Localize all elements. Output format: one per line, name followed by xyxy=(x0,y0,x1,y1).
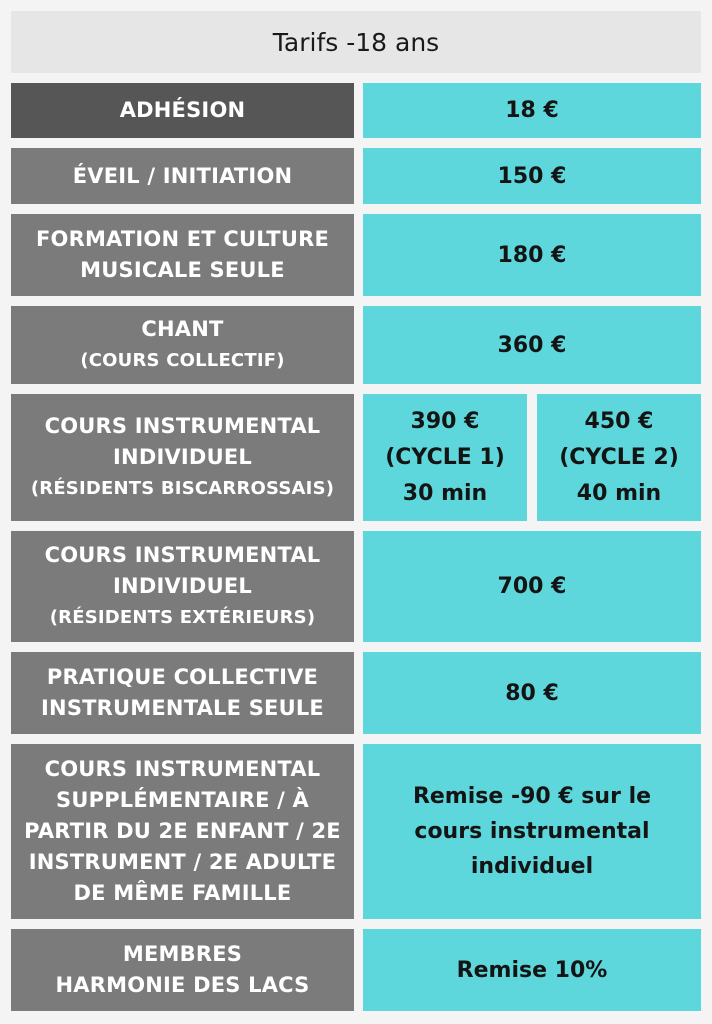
row-price-split xyxy=(363,394,701,521)
table-row xyxy=(11,306,701,384)
row-price xyxy=(363,83,701,138)
row-label-line: COURS INSTRUMENTAL xyxy=(44,414,321,438)
row-label-line: HARMONIE DES LACS xyxy=(55,973,310,997)
row-price xyxy=(363,531,701,642)
row-price xyxy=(363,306,701,384)
row-label-line: INSTRUMENT / 2E ADULTE xyxy=(28,850,337,874)
row-label xyxy=(11,394,354,521)
row-label-line: PRATIQUE COLLECTIVE xyxy=(46,665,319,689)
row-label-line: ADHÉSION xyxy=(119,98,246,122)
row-label xyxy=(11,652,354,734)
price-line: 18 € xyxy=(505,98,559,123)
row-label-line: INDIVIDUEL xyxy=(113,445,252,469)
row-price xyxy=(363,214,701,296)
row-label xyxy=(11,744,354,919)
duration-label: 40 min xyxy=(576,480,662,506)
table-row xyxy=(11,83,701,138)
row-price xyxy=(363,652,701,734)
table-row xyxy=(11,744,701,919)
discount-line: cours instrumental xyxy=(414,819,650,844)
table-row xyxy=(11,394,701,521)
cycle-label: (CYCLE 2) xyxy=(559,444,679,470)
row-label-line: FORMATION ET CULTURE xyxy=(35,227,329,251)
row-discount xyxy=(363,744,701,919)
row-label-line: MEMBRES xyxy=(122,942,243,966)
row-label xyxy=(11,531,354,642)
row-label xyxy=(11,214,354,296)
row-label-line: ÉVEIL / INITIATION xyxy=(72,163,293,188)
table-row xyxy=(11,214,701,296)
price-line: 360 € xyxy=(497,332,567,358)
row-label-line: CHANT xyxy=(141,317,224,341)
row-label xyxy=(11,929,354,1011)
discount-line: individuel xyxy=(470,854,594,879)
row-price xyxy=(363,148,701,204)
price-line: 80 € xyxy=(505,680,559,706)
row-label-line: COURS INSTRUMENTAL xyxy=(44,757,321,781)
row-label xyxy=(11,83,354,138)
row-label-sub: (RÉSIDENTS EXTÉRIEURS) xyxy=(49,607,316,628)
table-row xyxy=(11,652,701,734)
price-cycle-2 xyxy=(537,394,701,521)
table-title: Tarifs -18 ans xyxy=(11,11,701,73)
price-line: 450 € xyxy=(584,408,654,434)
table-row xyxy=(11,148,701,204)
discount-line: Remise 10% xyxy=(456,957,608,983)
row-label-sub: (COURS COLLECTIF) xyxy=(80,350,285,371)
row-label-line: PARTIR DU 2E ENFANT / 2E xyxy=(24,819,341,843)
table-row xyxy=(11,531,701,642)
price-line: 150 € xyxy=(497,163,567,189)
row-label-sub: (RÉSIDENTS BISCARROSSAIS) xyxy=(30,478,335,499)
row-label-line: INSTRUMENTALE SEULE xyxy=(41,696,324,720)
row-label-line: INDIVIDUEL xyxy=(113,574,252,598)
price-line: 700 € xyxy=(497,574,567,599)
price-line: 390 € xyxy=(410,408,480,434)
table-row xyxy=(11,929,701,1011)
discount-line: Remise -90 € sur le xyxy=(412,784,652,809)
price-line: 180 € xyxy=(497,242,567,268)
row-label xyxy=(11,148,354,204)
row-label-line: SUPPLÉMENTAIRE / À xyxy=(56,788,309,812)
row-discount xyxy=(363,929,701,1011)
row-label-line: MUSICALE SEULE xyxy=(80,258,285,282)
row-label xyxy=(11,306,354,384)
duration-label: 30 min xyxy=(402,480,488,506)
price-cycle-1 xyxy=(363,394,527,521)
row-label-line: COURS INSTRUMENTAL xyxy=(44,543,321,567)
cycle-label: (CYCLE 1) xyxy=(385,444,505,470)
row-label-line: DE MÊME FAMILLE xyxy=(73,881,292,905)
